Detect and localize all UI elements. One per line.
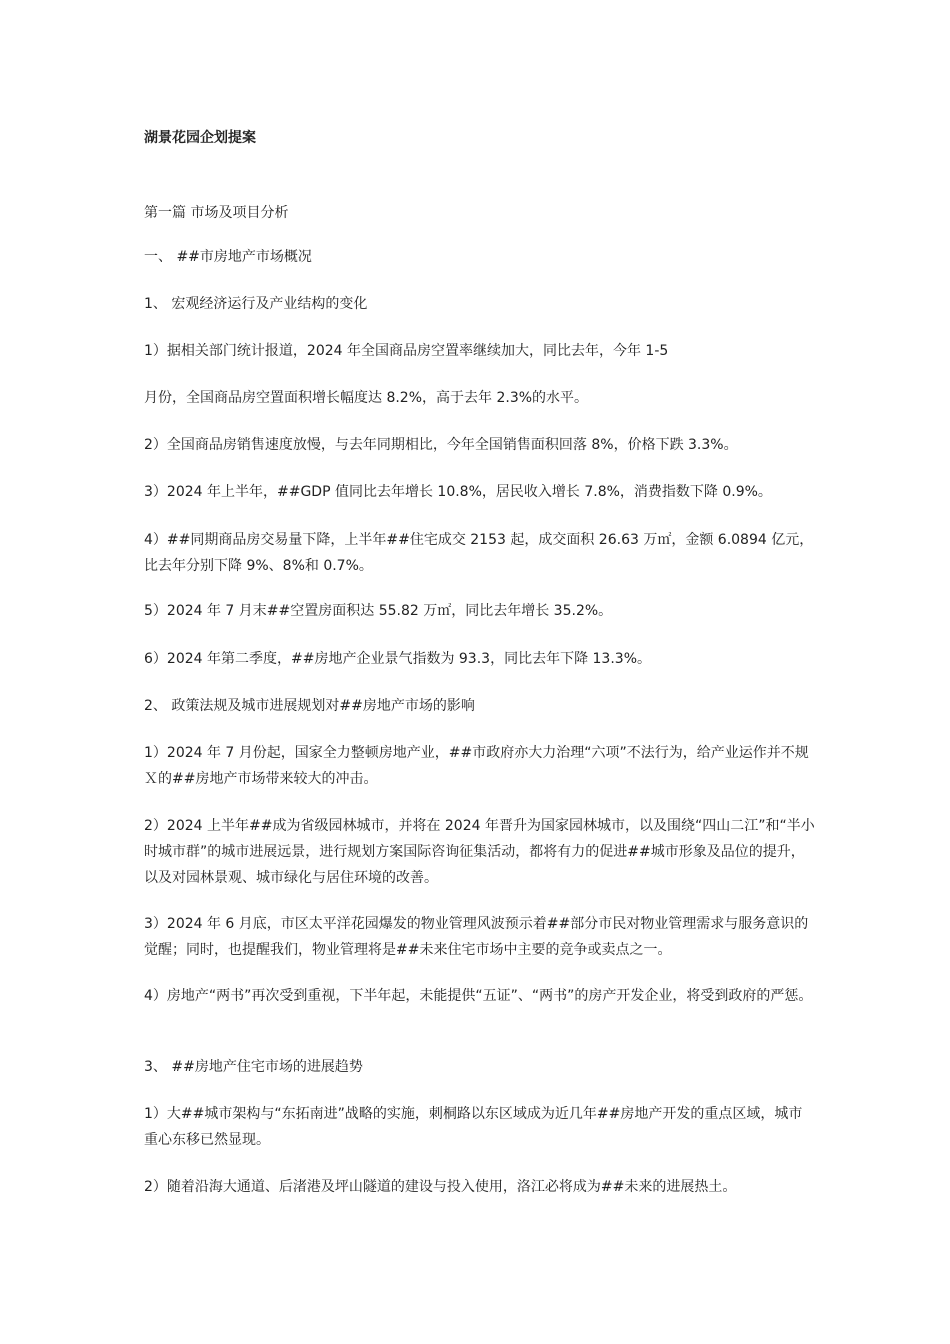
paragraph: 4）房地产“两书”再次受到重视，下半年起，未能提供“五证”、“两书”的房产开发企业，将受到政府的严惩。 [144, 988, 813, 1004]
part-heading: 第一篇 市场及项目分析 [144, 205, 289, 221]
paragraph: 2）随着沿海大通道、后渚港及坪山隧道的建设与投入使用，洛江必将成为##未来的进展热土。 [144, 1179, 737, 1195]
paragraph: 1）大##城市架构与“东拓南进”战略的实施，刺桐路以东区域成为近几年##房地产开发的重点区域，城市重心东移已然显现。 [144, 1106, 803, 1148]
paragraph: 2）全国商品房销售速度放慢，与去年同期相比，今年全国销售面积回落 8%，价格下跌 3.3%。 [144, 437, 738, 453]
subsection-heading: 1、 宏观经济运行及产业结构的变化 [144, 296, 368, 312]
paragraph: 3）2024 年 6 月底，市区太平洋花园爆发的物业管理风波预示着##部分市民对物业管理需求与服务意识的觉醒；同时，也提醒我们，物业管理将是##未来住宅市场中主要的竞争或卖点之一。 [144, 916, 809, 958]
subsection-heading: 2、 政策法规及城市进展规划对##房地产市场的影响 [144, 698, 475, 714]
paragraph: 1）2024 年 7 月份起，国家全力整顿房地产业，##市政府亦大力治理“六项”不法行为，给产业运作并不规Ｘ的##房地产市场带来较大的冲击。 [144, 745, 809, 787]
paragraph: 3）2024 年上半年，##GDP 值同比去年增长 10.8%，居民收入增长 7.8%，消费指数下降 0.9%。 [144, 484, 772, 500]
subsection-heading: 3、 ##房地产住宅市场的进展趋势 [144, 1059, 363, 1075]
paragraph: 1）据相关部门统计报道，2024 年全国商品房空置率继续加大，同比去年，今年 1-5 [144, 343, 669, 359]
paragraph: 月份，全国商品房空置面积增长幅度达 8.2%，高于去年 2.3%的水平。 [144, 390, 589, 406]
paragraph: 2）2024 上半年##成为省级园林城市，并将在 2024 年晋升为国家园林城市，以及围绕“四山二江”和“半小时城市群”的城市进展远景，进行规划方案国际咨询征集活动，都将有力的促进##城市形象及品位的提升，以及对园林景观、城市绿化与居住环境的改善。 [144, 818, 815, 886]
paragraph: 6）2024 年第二季度，##房地产企业景气指数为 93.3，同比去年下降 13.3%。 [144, 651, 651, 667]
paragraph: 5）2024 年 7 月末##空置房面积达 55.82 万㎡，同比去年增长 35.2%。 [144, 603, 613, 619]
section-heading: 一、 ##市房地产市场概况 [144, 249, 312, 265]
document-title: 湖景花园企划提案 [144, 130, 256, 146]
paragraph: 4）##同期商品房交易量下降，上半年##住宅成交 2153 起，成交面积 26.63 万㎡，金额 6.0894 亿元，比去年分别下降 9%、8%和 0.7%。 [144, 532, 814, 574]
